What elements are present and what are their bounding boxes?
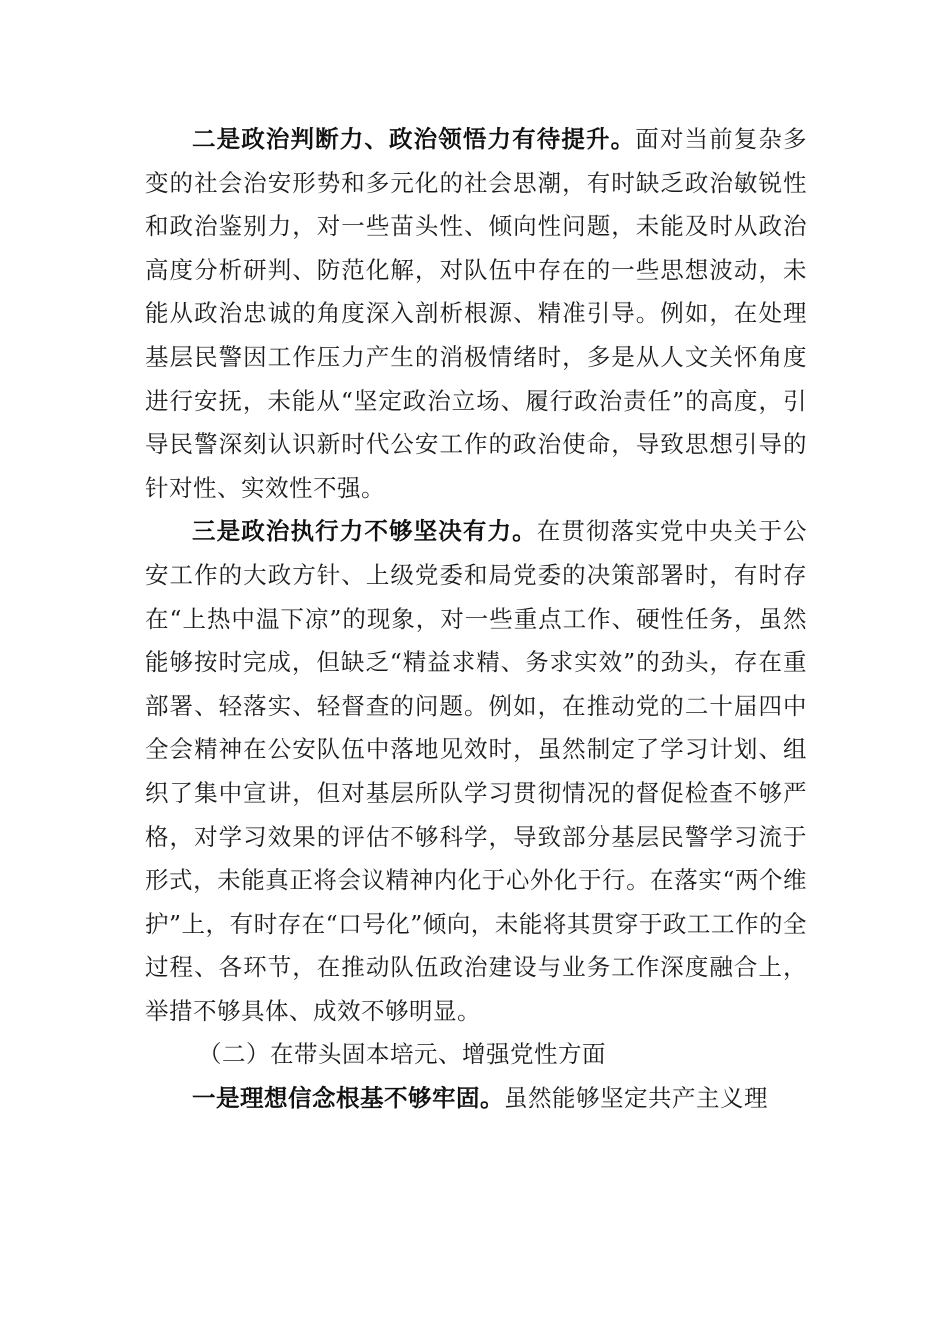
paragraph-political-judgment — [145, 118, 807, 510]
paragraph-text: 面对当前复杂多变的社会治安形势和多元化的社会思潮，有时缺乏政治敏锐性和政治鉴别力，对一些苗头性、倾向性问题，未能及时从政治高度分析研判、防范化解，对队伍中存在的一些思想波动，未能从政治忠诚的角度深入剖析根源、精准引导。例如，在处理基层民警因工作压力产生的消极情绪时，多是从人文关怀角度进行安抚，未能从“坚定政治立场、履行政治责任”的高度，引导民警深刻认识新时代公安工作的政治使命，导致思想引导的针对性、实效性不强。 — [145, 125, 807, 502]
paragraph-lead: 一是理想信念根基不够牢固。 — [192, 1084, 504, 1113]
paragraph-ideals-beliefs — [145, 1077, 807, 1121]
paragraph-lead: 三是政治执行力不够坚决有力。 — [192, 517, 537, 546]
paragraph-text: 虽然能够坚定共产主义理 — [504, 1084, 768, 1113]
paragraph-lead: 二是政治判断力、政治领悟力有待提升。 — [192, 125, 636, 153]
paragraph-text: 在贯彻落实党中央关于公安工作的大政方针、上级党委和局党委的决策部署时，有时存在“上热中温下凉”的现象，对一些重点工作、硬性任务，虽然能够按时完成，但缺乏“精益求精、务求实效”的劲头，存在重部署、轻落实、轻督查的问题。例如，在推动党的二十届四中全会精神在公安队伍中落地见效时，虽然制定了学习计划、组织了集中宣讲，但对基层所队学习贯彻情况的督促检查不够严格，对学习效果的评估不够科学，导致部分基层民警学习流于形式，未能真正将会议精神内化于心外化于行。在落实“两个维护”上，有时存在“口号化”倾向，未能将其贯穿于政工工作的全过程、各环节，在推动队伍政治建设与业务工作深度融合上，举措不够具体、成效不够明显。 — [145, 517, 807, 1025]
document-body — [145, 118, 807, 1121]
section-heading: （二）在带头固本培元、增强党性方面 — [198, 1040, 606, 1069]
paragraph-political-execution — [145, 510, 807, 1033]
